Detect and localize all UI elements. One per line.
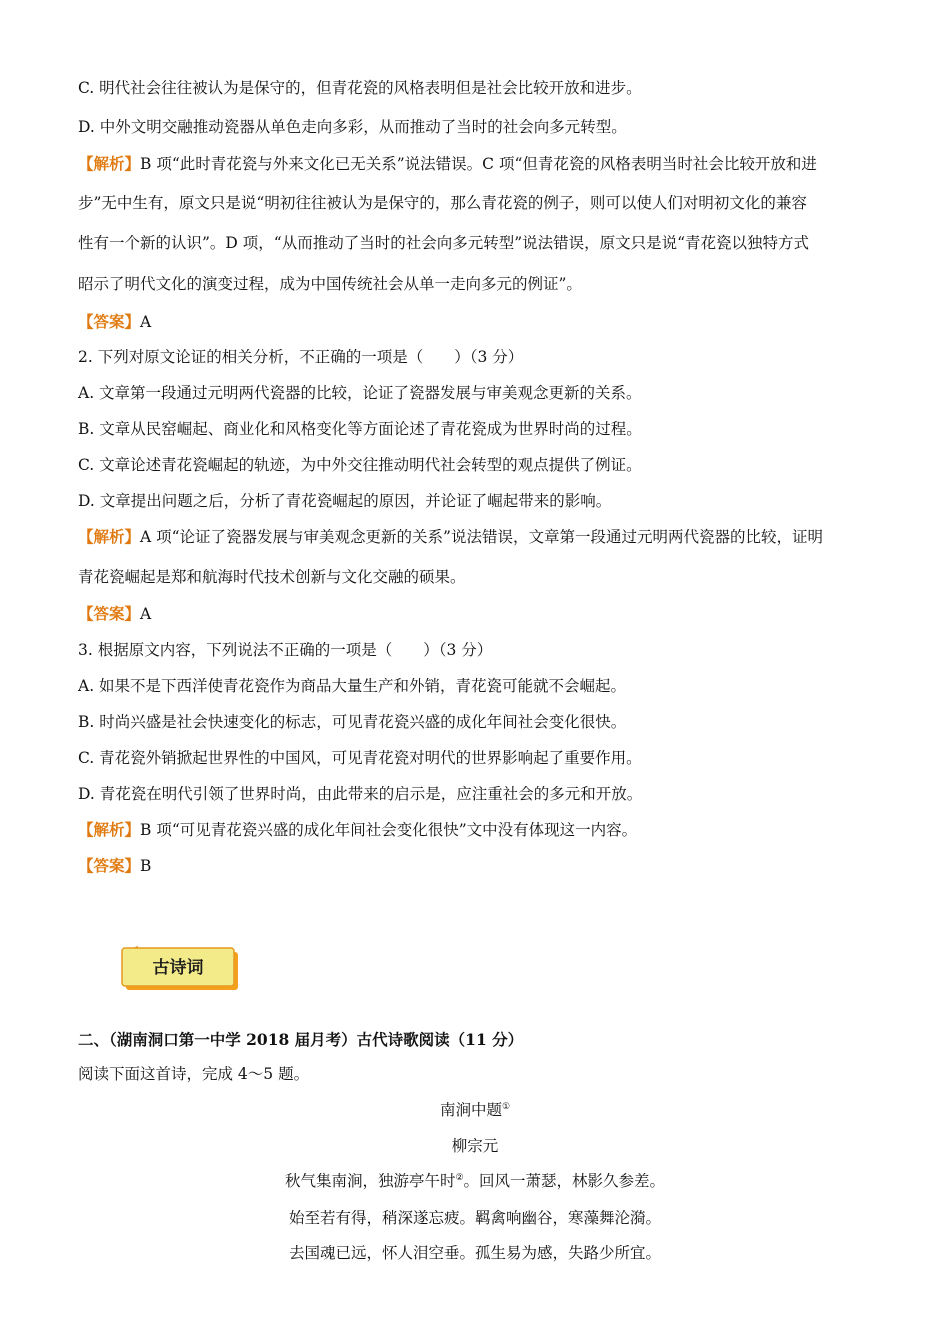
poem-line-3: 去国魂已远，怀人泪空垂。孤生易为感，失路少所宜。	[288, 1244, 661, 1262]
section-badge-ancient-poetry	[118, 944, 240, 992]
q1-analysis-line-1	[78, 152, 817, 174]
poem-line-2: 始至若有得，稍深遂忘疲。羁禽响幽谷，寒藻舞沦漪。	[288, 1209, 661, 1227]
q1-option-c: C. 明代社会往往被认为是保守的，但青花瓷的风格表明但是社会比较开放和进步。	[78, 79, 642, 97]
section-2-heading: 二、（湖南洞口第一中学 2018 届月考）古代诗歌阅读（11 分）	[78, 1030, 524, 1049]
answer-value: A	[140, 313, 152, 331]
poem-line-1-footnote: ②	[455, 1172, 464, 1183]
poem-line-1b: 。回风一萧瑟，林影久参差。	[463, 1172, 666, 1190]
analysis-tag: 【解析】	[78, 154, 141, 173]
q3-answer	[78, 854, 151, 876]
q2-analysis-line-1	[78, 525, 823, 547]
q3-stem: 3. 根据原文内容，下列说法不正确的一项是（ ）（3 分）	[78, 641, 493, 659]
answer-tag: 【答案】	[78, 856, 141, 875]
poem-title-text: 南涧中题	[439, 1101, 502, 1119]
q2-stem: 2. 下列对原文论证的相关分析，不正确的一项是（ ）（3 分）	[78, 348, 524, 366]
poem-title	[0, 1098, 950, 1120]
analysis-tag: 【解析】	[78, 527, 141, 546]
q2-option-a: A. 文章第一段通过元明两代瓷器的比较，论证了瓷器发展与审美观念更新的关系。	[78, 384, 642, 402]
badge-label: 古诗词	[152, 958, 204, 978]
q3-option-a: A. 如果不是下西洋使青花瓷作为商品大量生产和外销，青花瓷可能就不会崛起。	[78, 677, 627, 695]
poem-title-footnote: ①	[501, 1101, 511, 1112]
poem-line-1a: 秋气集南涧，独游亭午时	[284, 1172, 456, 1190]
q3-option-d: D. 青花瓷在明代引领了世界时尚，由此带来的启示是，应注重社会的多元和开放。	[78, 785, 643, 803]
poem-author: 柳宗元	[451, 1137, 499, 1155]
q2-analysis-line-2: 青花瓷崛起是郑和航海时代技术创新与文化交融的硕果。	[78, 568, 466, 586]
analysis-tag: 【解析】	[78, 820, 141, 839]
answer-tag: 【答案】	[78, 604, 141, 623]
analysis-text: B 项“可见青花瓷兴盛的成化年间社会变化很快”文中没有体现这一内容。	[140, 821, 638, 839]
q3-analysis-line-1	[78, 818, 637, 840]
answer-value: B	[140, 857, 152, 875]
analysis-text: B 项“此时青花瓷与外来文化已无关系”说法错误。C 项“但青花瓷的风格表明当时社会比较开放和进	[140, 155, 817, 173]
answer-value: A	[140, 605, 152, 623]
badge-shape	[118, 944, 240, 992]
q1-analysis-line-3: 性有一个新的认识”。D 项，“从而推动了当时的社会向多元转型”说法错误，原文只是说“青花瓷以独特方式	[78, 234, 810, 252]
q1-analysis-line-2: 步”无中生有，原文只是说“明初往往被认为是保守的，那么青花瓷的例子，则可以使人们对明初文化的兼容	[78, 194, 807, 212]
q2-answer	[78, 602, 151, 624]
q2-option-b: B. 文章从民窑崛起、商业化和风格变化等方面论述了青花瓷成为世界时尚的过程。	[78, 420, 642, 438]
section-2-instruction: 阅读下面这首诗，完成 4～5 题。	[78, 1065, 310, 1083]
q3-option-c: C. 青花瓷外销掀起世界性的中国风，可见青花瓷对明代的世界影响起了重要作用。	[78, 749, 642, 767]
analysis-text: A 项“论证了瓷器发展与审美观念更新的关系”说法错误，文章第一段通过元明两代瓷器的比较，证明	[140, 528, 823, 546]
q3-option-b: B. 时尚兴盛是社会快速变化的标志，可见青花瓷兴盛的成化年间社会变化很快。	[78, 713, 627, 731]
q2-option-d: D. 文章提出问题之后，分析了青花瓷崛起的原因，并论证了崛起带来的影响。	[78, 492, 612, 510]
q2-option-c: C. 文章论述青花瓷崛起的轨迹，为中外交往推动明代社会转型的观点提供了例证。	[78, 456, 642, 474]
q1-answer	[78, 310, 151, 332]
q1-analysis-line-4: 昭示了明代文化的演变过程，成为中国传统社会从单一走向多元的例证”。	[78, 275, 582, 293]
q1-option-d: D. 中外文明交融推动瓷器从单色走向多彩，从而推动了当时的社会向多元转型。	[78, 118, 627, 136]
answer-tag: 【答案】	[78, 312, 141, 331]
poem-line-1	[0, 1169, 950, 1191]
